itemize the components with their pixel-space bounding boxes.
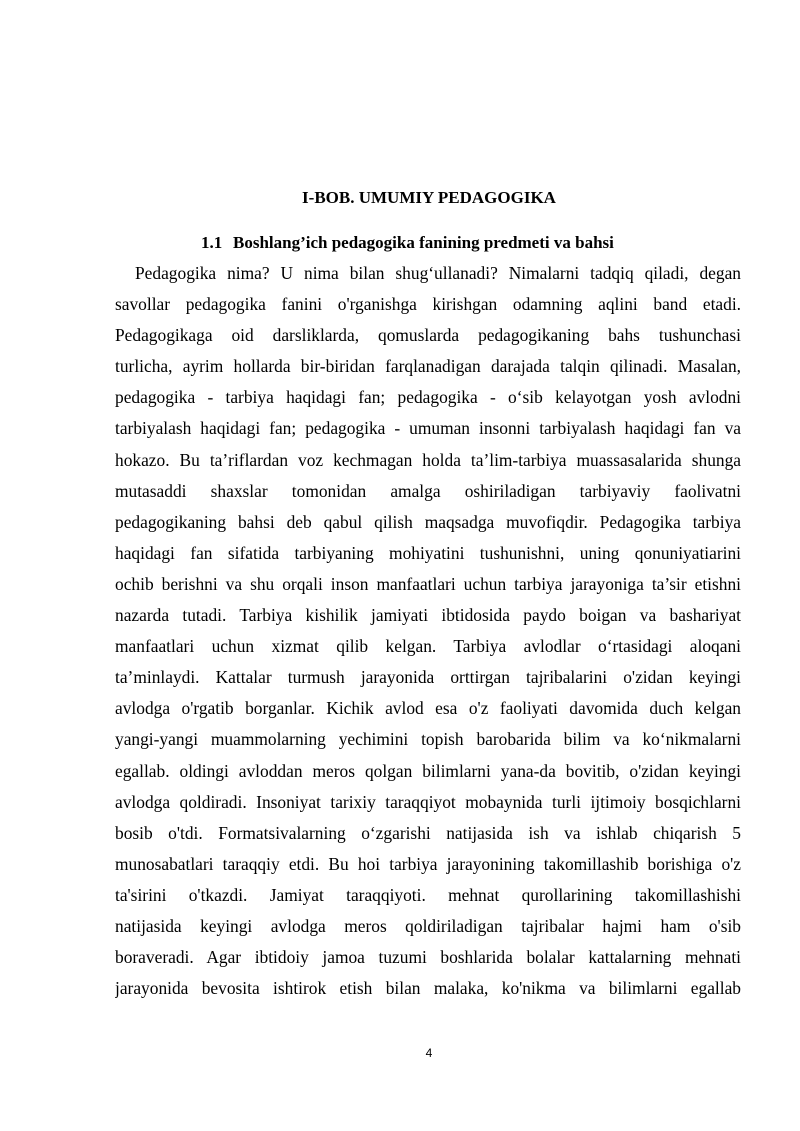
paragraph-line: pedagogika - tarbiya haqidagi fan; pedagogika - o‘sib kelayotgan yosh avlodni xyxy=(115,387,741,408)
paragraph-line: boraveradi. Agar ibtidoiy jamoa tuzumi boshlarida bolalar kattalarning mehnati xyxy=(115,947,741,968)
paragraph-line: mutasaddi shaxslar tomonidan amalga oshiriladigan tarbiyaviy faolivatni xyxy=(115,480,741,501)
paragraph-line: ta’minlaydi. Kattalar turmush jarayonida orttirgan tajribalarini o'zidan keyingi xyxy=(115,667,741,688)
paragraph-line: ochib berishni va shu orqali inson manfaatlari uchun tarbiya jarayoniga ta’sir etishni xyxy=(115,573,741,594)
paragraph-line: hokazo. Bu ta’riflardan voz kechmagan holda ta’lim-tarbiya muassasalarida shunga xyxy=(115,449,741,470)
paragraph-line: tarbiyalash haqidagi fan; pedagogika - umuman insonni tarbiyalash haqidagi fan va xyxy=(115,418,741,439)
paragraph-line: pedagogikaning bahsi deb qabul qilish maqsadga muvofiqdir. Pedagogika tarbiya xyxy=(115,511,741,532)
paragraph-line: avlodga qoldiradi. Insoniyat tarixiy taraqqiyot mobaynida turli ijtimoiy bosqichlarni xyxy=(115,791,741,812)
paragraph-line: bosib o'tdi. Formatsivalarning o‘zgarishi natijasida ish va ishlab chiqarish 5 xyxy=(115,822,741,843)
section-title: Boshlang’ich pedagogika fanining predmeti va bahsi xyxy=(233,233,614,252)
paragraph-line: manfaatlari uchun xizmat qilib kelgan. Tarbiya avlodlar o‘rtasidagi aloqani xyxy=(115,636,741,657)
section-heading xyxy=(201,231,614,255)
paragraph-line: Pedagogikaga oid darsliklarda, qomuslarda pedagogikaning bahs tushunchasi xyxy=(115,325,741,346)
paragraph-line: savollar pedagogika fanini o'rganishga kirishgan odamning aqlini band etadi. xyxy=(115,294,741,315)
paragraph-line: nazarda tutadi. Tarbiya kishilik jamiyati ibtidosida paydo boigan va bashariyat xyxy=(115,605,741,626)
paragraph-line: yangi-yangi muammolarning yechimini topish barobarida bilim va ko‘nikmalarni xyxy=(115,729,741,750)
chapter-title: I-BOB. UMUMIY PEDAGOGIKA xyxy=(302,188,556,207)
page-number: 4 xyxy=(425,1046,433,1060)
body-paragraph xyxy=(115,258,741,1004)
paragraph-line: ta'sirini o'tkazdi. Jamiyat taraqqiyoti. mehnat qurollarining takomillashishi xyxy=(115,884,741,905)
paragraph-line: Pedagogika nima? U nima bilan shug‘ullanadi? Nimalarni tadqiq qiladi, degan xyxy=(135,263,741,283)
paragraph-line: turlicha, ayrim hollarda bir-biridan farqlanadigan darajada talqin qilinadi. Masalan, xyxy=(115,356,741,377)
paragraph-line: haqidagi fan sifatida tarbiyaning mohiyatini tushunishni, uning qonuniyatiarini xyxy=(115,542,741,563)
paragraph-line: jarayonida bevosita ishtirok etish bilan malaka, ko'nikma va bilimlarni egallab xyxy=(115,978,741,999)
section-number: 1.1 xyxy=(201,233,223,252)
paragraph-line: egallab. oldingi avloddan meros qolgan bilimlarni yana-da bovitib, o'zidan keyingi xyxy=(115,760,741,781)
paragraph-line: munosabatlari taraqqiy etdi. Bu hoi tarbiya jarayonining takomillashib borishiga o'z xyxy=(115,853,741,874)
paragraph-line: avlodga o'rgatib borganlar. Kichik avlod esa o'z faoliyati davomida duch kelgan xyxy=(115,698,741,719)
paragraph-line: natijasida keyingi avlodga meros qoldiriladigan tajribalar hajmi ham o'sib xyxy=(115,915,741,936)
